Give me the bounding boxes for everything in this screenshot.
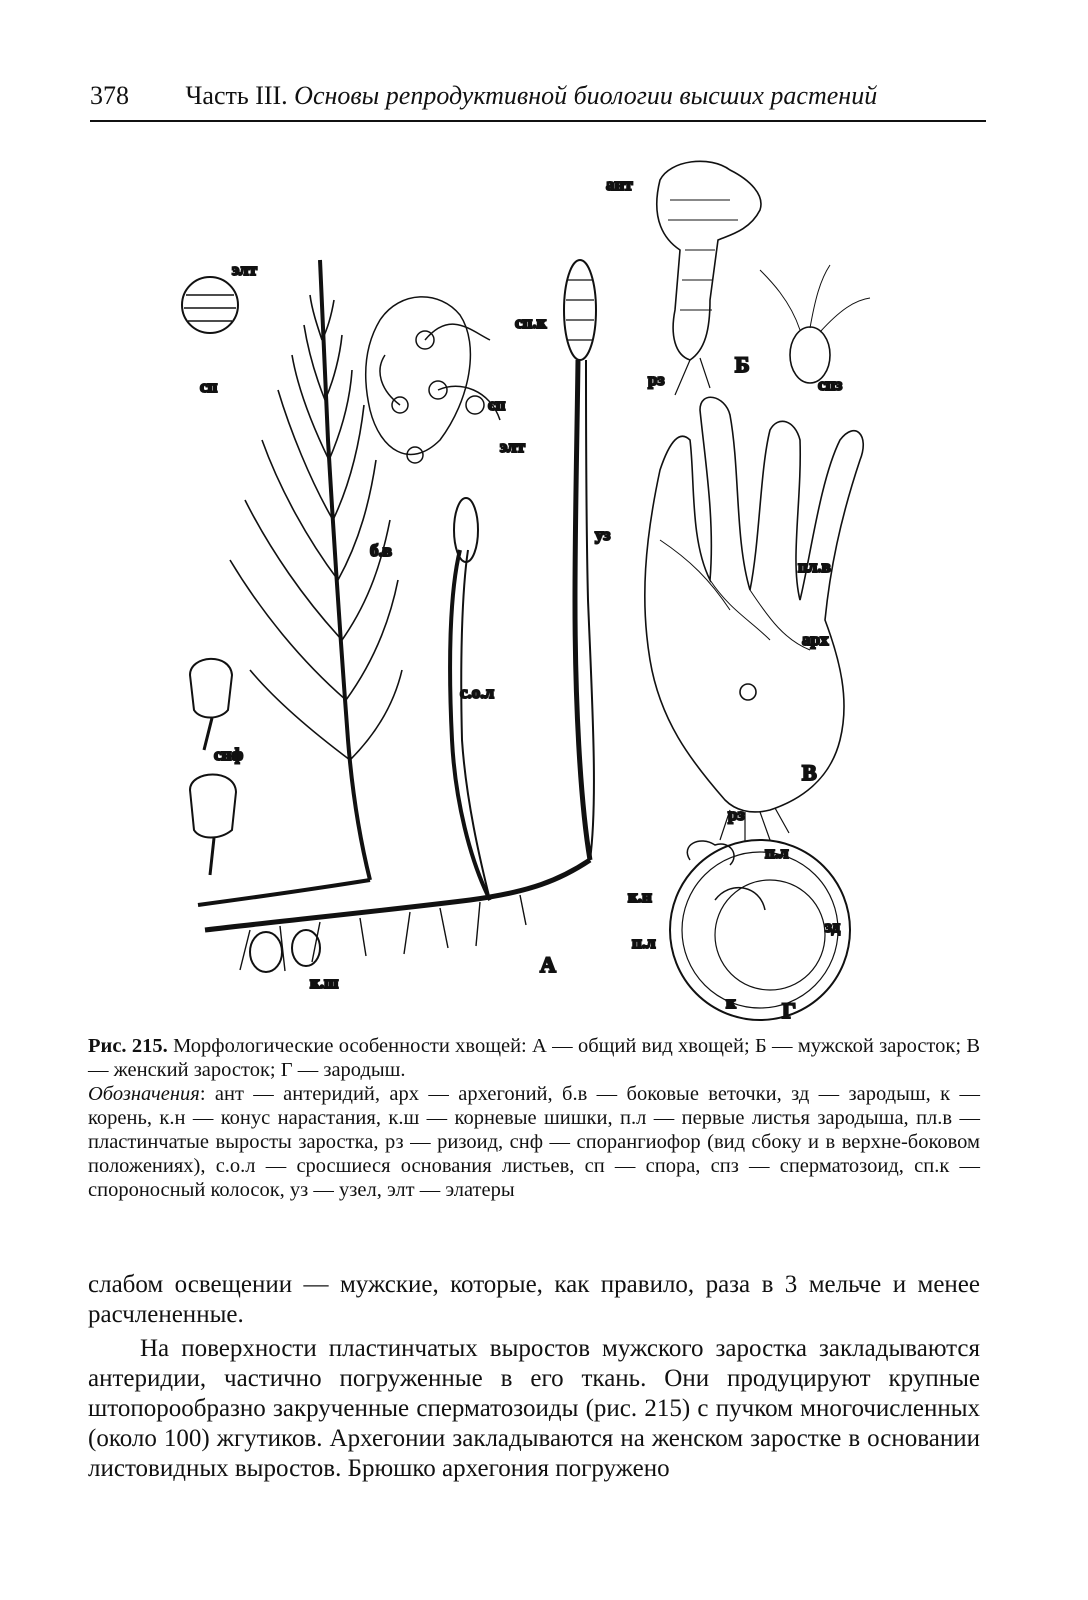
label-sp-left: сп <box>200 377 218 396</box>
label-k-n: к.н <box>628 887 652 906</box>
label-uz: уз <box>595 525 611 544</box>
label-arh: арх <box>802 630 829 649</box>
legend-text: : ант — антеридий, арх — архегоний, б.в — боковые веточки, зд — зародыш, к — корень, к.н — конус нарастания, к.ш — корневые шишки, п.л — первые листья зародыша, пл.в — пластинчатые выросты заростка, рз — ризоид, снф — спорангиофор (вид сбоку и в верхне-боковом положениях), с.о.л — сросшиеся основания листьев, сп — спора, спз — сперматозоид, сп.к — спороносный колосок, уз — узел, элт — элатеры <box>88 1083 980 1201</box>
label-sp-mid: сп <box>488 395 506 414</box>
label-elt-top: элт <box>232 260 257 279</box>
part-label: Часть III. <box>185 81 288 110</box>
label-b-v: б.в <box>370 541 392 560</box>
caption-main: Морфологические особенности хвощей: А — общий вид хвощей; Б — мужской заросток; В — женский заросток; Г — зародыш. <box>88 1035 981 1081</box>
paragraph-2: На поверхности пластинчатых выростов мужского заростка закладываются антеридии, частично погруженные в его ткань. Они продуцируют крупные штопорообразно закрученные сперматозоиды (рис. 215) с пучком многочисленных (около 100) жгутиков. Архегонии закладываются на женском заростке в основании листовидных выростов. Брюшко архегония погружено <box>88 1335 980 1482</box>
label-spz: спз <box>818 375 843 394</box>
legend-title: Обозначения <box>88 1083 200 1105</box>
label-pl-v: пл.в <box>798 557 831 576</box>
label-b-male: Б <box>735 352 750 377</box>
label-sp-k: сп.к <box>515 313 547 332</box>
label-zd: зд <box>825 917 841 936</box>
panel-g-drawing <box>670 840 850 1020</box>
panel-a-drawing <box>182 260 596 972</box>
label-snf: снф <box>214 745 244 764</box>
figure-number: Рис. 215. <box>88 1035 168 1057</box>
label-v: В <box>802 760 817 785</box>
label-rz-v: рз <box>728 805 745 824</box>
page-number: 378 <box>90 81 129 110</box>
label-a: А <box>540 952 556 977</box>
label-p-l-top: п.л <box>765 843 789 862</box>
figure-caption <box>88 1034 980 1202</box>
chapter-title: Основы репродуктивной биологии высших растений <box>294 81 878 110</box>
label-p-l-left: п.л <box>632 933 656 952</box>
figure-drawing <box>170 140 1000 1030</box>
label-elt-mid: элт <box>500 437 525 456</box>
panel-v-drawing <box>645 397 863 842</box>
label-rz-b: рз <box>648 370 665 389</box>
panel-b-drawing <box>657 161 870 395</box>
label-g: Г <box>782 998 796 1023</box>
figure-215 <box>170 140 1000 1030</box>
label-k: к <box>726 993 736 1012</box>
label-k-sh: к.ш <box>310 973 339 992</box>
page-header <box>90 78 986 122</box>
label-ant: ант <box>606 175 633 194</box>
body-text <box>88 1270 980 1484</box>
label-s-o-l: с.о.л <box>460 683 495 702</box>
paragraph-1: слабом освещении — мужские, которые, как правило, раза в 3 мельче и менее расчлененные. <box>88 1271 980 1328</box>
